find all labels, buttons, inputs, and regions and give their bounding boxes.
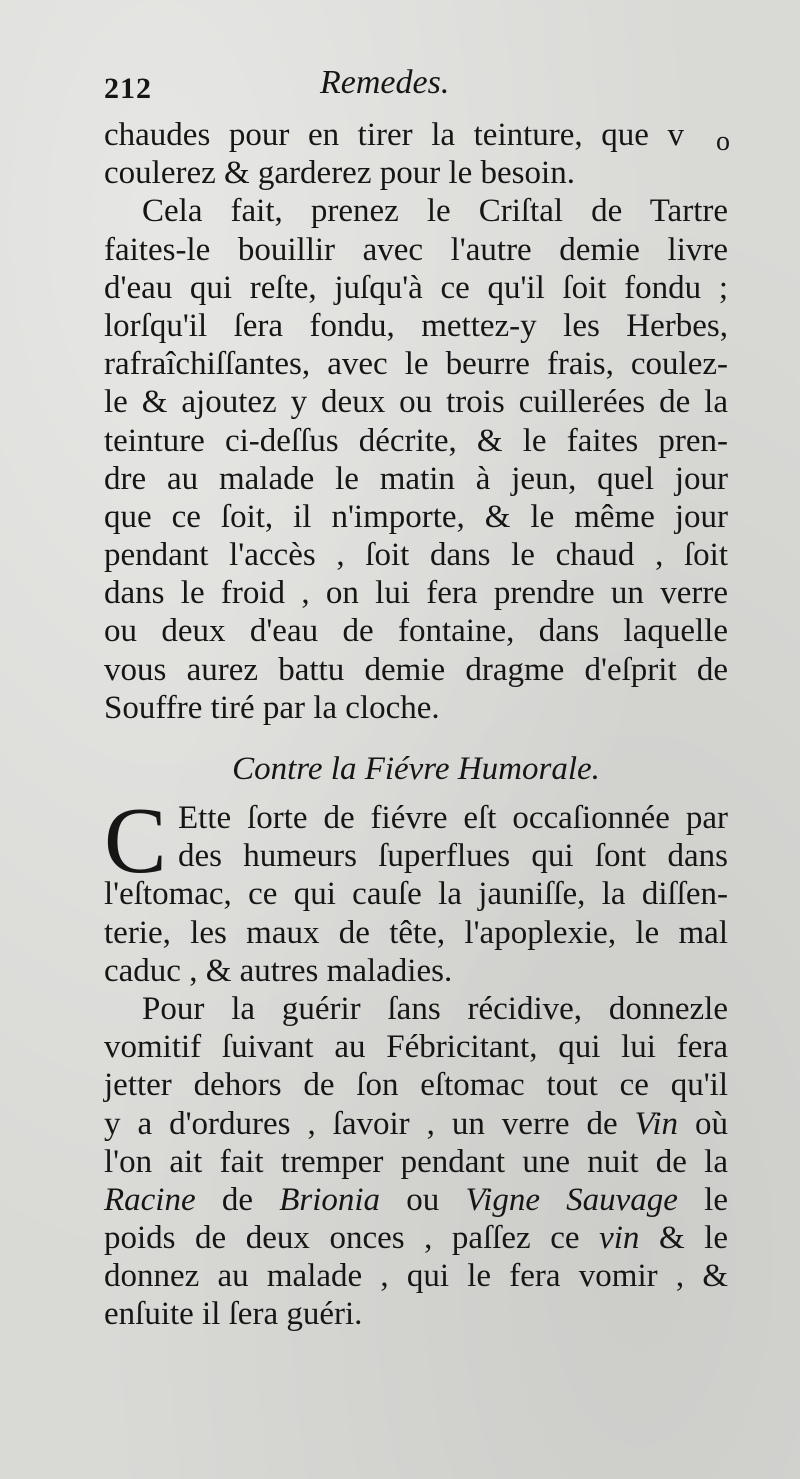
italic-word: Brionia [279,1181,381,1218]
text-segment: y a d'ordures , ſavoir , un verre de [104,1105,635,1142]
italic-word: vin [599,1220,640,1257]
running-head: Remedes. [320,64,450,101]
text-line: donnez au malade , qui le fera vomir , & [104,1258,728,1295]
paragraph-3 [104,789,728,990]
text-line: teinture ci-deſſus décrite, & le faites pren- [104,422,728,459]
text-line: d'eau qui reſte, juſqu'à ce qu'il ſoit fondu ; [104,269,728,306]
text-line [104,1219,728,1257]
italic-word: Racine [104,1181,196,1218]
text-line: Cela fait, prenez le Criſtal de Tartre [142,193,728,230]
text-line: rafraîchiſſantes, avec le beurre frais, coulez- [104,346,728,383]
text-line: dans le froid , on lui fera prendre un verre [104,575,728,612]
text-line: dre au malade le matin à jeun, quel jour [104,460,728,497]
text-line: ou deux d'eau de fontaine, dans laquelle [104,613,728,650]
text-segment: le [677,1181,728,1218]
text-line: jetter dehors de ſon eſtomac tout ce qu'il [104,1067,728,1104]
page-number: 212 [104,72,152,105]
text-line: que ce ſoit, il n'importe, & le même jour [104,498,728,535]
text-line: l'eſtomac, ce qui cauſe la jauniſſe, la diſſen- [104,876,728,913]
paragraph-1 [104,116,728,192]
drop-cap: C [104,789,167,893]
text-line [104,1105,728,1143]
text-line: faites-le bouillir avec l'autre demie livre [104,231,728,268]
text-line: Ette ſorte de fiévre eſt occaſionnée par [178,800,728,836]
text-segment: poids de deux onces , paſſez ce [104,1220,600,1257]
text-line: des humeurs ſuperflues qui ſont dans [178,838,728,875]
text-line: coulerez & garderez pour le besoin. [104,155,575,192]
text-line: chaudes pour en tirer la teinture, que v [104,117,684,153]
text-line: vomitif ſuivant au Fébricitant, qui lui fera [104,1029,728,1066]
paragraph-4 [104,990,728,1334]
text-line: l'on ait fait tremper pendant une nuit de la [104,1143,728,1180]
text-line: vous aurez battu demie dragme d'eſprit de [104,651,728,688]
text-segment: de [195,1181,280,1218]
italic-word: Vin [634,1105,679,1142]
paragraph-2 [104,192,728,727]
text-line: enſuite il ſera guéri. [104,1296,363,1333]
text-line: Pour la guérir ſans récidive, donnezle [142,990,728,1027]
text-line: lorſqu'il ſera fondu, mettez-y les Herbes, [104,307,728,344]
text-segment: & le [639,1220,728,1257]
italic-word: Vigne Sauvage [465,1181,678,1218]
text-line: le & ajoutez y deux ou trois cuillerées de la [104,384,728,421]
section-title: Contre la Fiévre Humorale. [232,751,600,787]
text-line: pendant l'accès , ſoit dans le chaud , ſoit [104,537,728,574]
margin-mark: o [716,126,730,157]
text-line [104,1181,728,1219]
text-segment: où [678,1105,729,1142]
body-text [104,116,728,1334]
text-line: terie, les maux de tête, l'apoplexie, le mal [104,914,728,951]
page-header [104,64,684,114]
text-line: caduc , & autres maladies. [104,952,453,989]
text-line: Souffre tiré par la cloche. [104,689,440,726]
text-segment: ou [380,1181,466,1218]
